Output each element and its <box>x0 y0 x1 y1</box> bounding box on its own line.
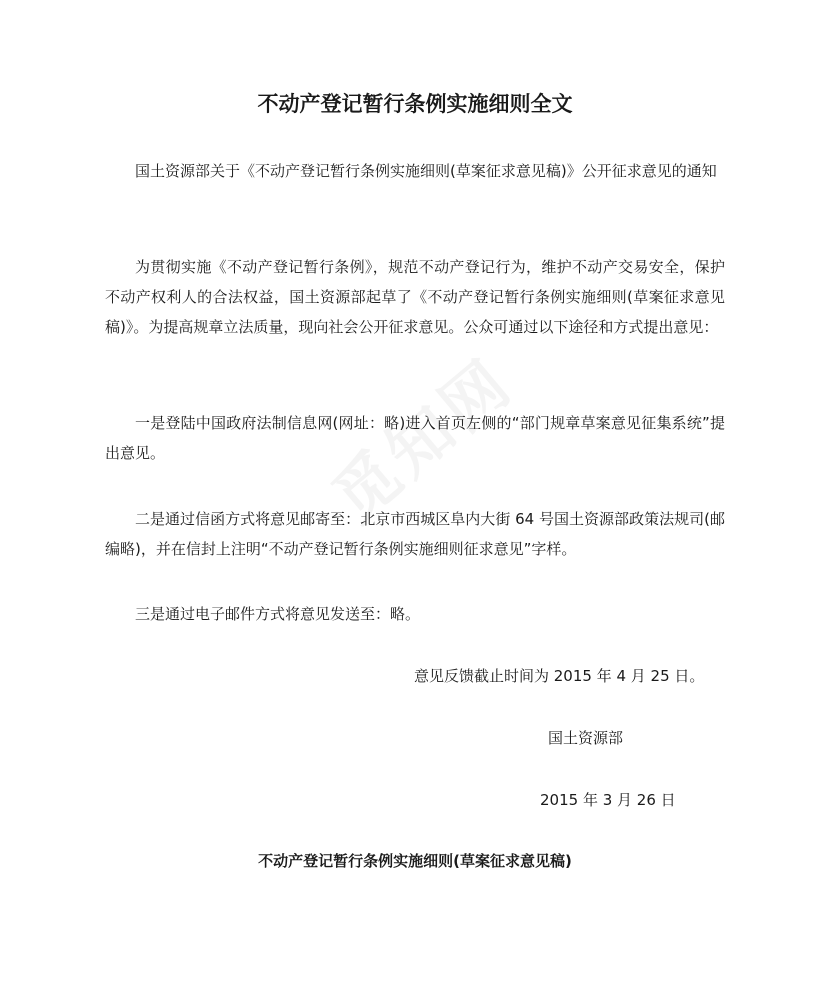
document-subtitle: 不动产登记暂行条例实施细则(草案征求意见稿) <box>258 852 572 870</box>
method-one-paragraph: 一是登陆中国政府法制信息网(网址：略)进入首页左侧的“部门规章草案意见征集系统”提出意见。 <box>105 414 725 462</box>
method-three-paragraph: 三是通过电子邮件方式将意见发送至：略。 <box>135 605 421 623</box>
date-line: 2015 年 3 月 26 日 <box>540 791 676 809</box>
notice-heading-paragraph: 国土资源部关于《不动产登记暂行条例实施细则(草案征求意见稿)》公开征求意见的通知 <box>135 162 717 180</box>
method-two-paragraph: 二是通过信函方式将意见邮寄至：北京市西城区阜内大街 64 号国土资源部政策法规司(邮编略)，并在信封上注明“不动产登记暂行条例实施细则征求意见”字样。 <box>105 510 725 558</box>
deadline-line: 意见反馈截止时间为 2015 年 4 月 25 日。 <box>414 667 705 685</box>
intro-paragraph: 为贯彻实施《不动产登记暂行条例》，规范不动产登记行为，维护不动产交易安全，保护不动产权利人的合法权益，国土资源部起草了《不动产登记暂行条例实施细则(草案征求意见稿)》。为提高规章立法质量，现向社会公开征求意见。公众可通过以下途径和方式提出意见： <box>105 258 725 336</box>
document-title: 不动产登记暂行条例实施细则全文 <box>257 92 573 116</box>
issuer-line: 国土资源部 <box>548 729 624 747</box>
